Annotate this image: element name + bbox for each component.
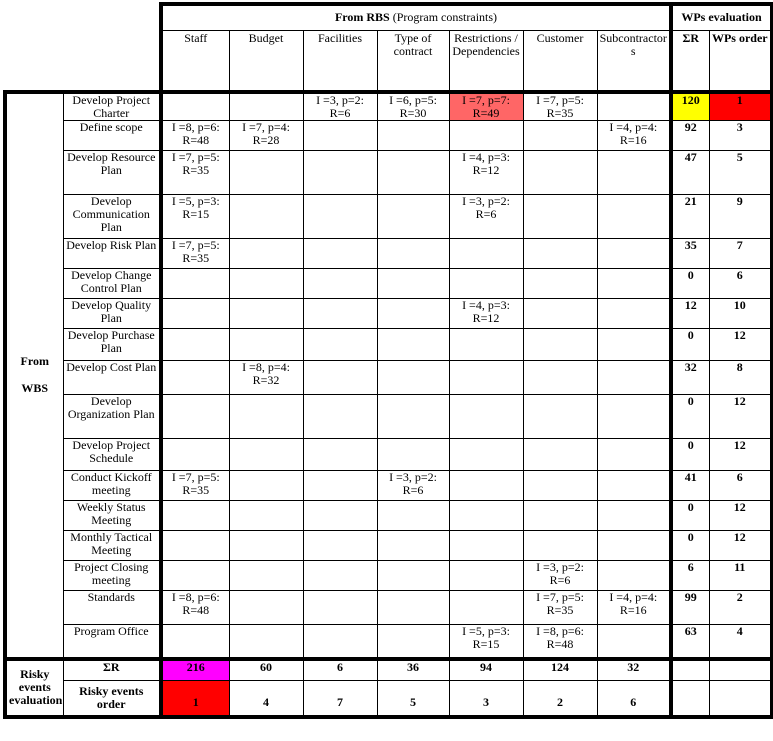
risk-cell — [161, 361, 229, 395]
risk-cell — [449, 395, 523, 439]
risk-cell — [523, 151, 597, 195]
risk-cell — [229, 395, 303, 439]
work-package-name: Develop Project Charter — [63, 92, 161, 121]
risk-impact-probability: I =3, p=2: — [316, 93, 364, 107]
risk-impact-probability: I =7, p=5: — [171, 470, 220, 484]
from-wbs-label — [5, 92, 63, 659]
risk-cell — [597, 269, 671, 299]
risk-score: R=12 — [472, 311, 500, 325]
risk-cell — [449, 531, 523, 561]
table-row — [5, 625, 772, 659]
risk-cell — [303, 471, 377, 501]
work-package-name: Standards — [63, 591, 161, 625]
risk-impact-probability: I =7, p=5: — [536, 590, 584, 604]
risk-cell — [229, 471, 303, 501]
risk-impact-probability: I =4, p=4: — [609, 120, 658, 134]
risk-impact-probability: I =8, p=6: — [171, 120, 220, 134]
risk-cell — [449, 239, 523, 269]
table-row — [5, 591, 772, 625]
column-header-sum-r: ΣR — [671, 30, 709, 92]
risky-events-label: Risky events evaluation — [5, 659, 63, 717]
rbs-header-bold: From RBS — [334, 10, 390, 25]
risk-cell — [161, 269, 229, 299]
risk-cell — [449, 151, 523, 195]
work-package-name: Project Closing meeting — [63, 561, 161, 591]
risky-event-order: 4 — [229, 681, 303, 717]
risk-cell — [523, 269, 597, 299]
risk-cell — [229, 269, 303, 299]
footer-order-row — [5, 681, 772, 717]
wp-order: 3 — [709, 121, 772, 151]
risk-cell — [229, 299, 303, 329]
risk-cell — [377, 439, 449, 471]
risk-score: R=35 — [182, 251, 210, 265]
risk-cell — [161, 471, 229, 501]
wp-order: 12 — [709, 439, 772, 471]
column-sum-r: 6 — [303, 659, 377, 681]
risk-cell — [449, 269, 523, 299]
risk-impact-probability: I =4, p=4: — [609, 590, 658, 604]
risk-impact-probability: I =8, p=4: — [242, 360, 290, 374]
risk-cell — [377, 121, 449, 151]
risk-cell — [303, 121, 377, 151]
risk-score: R=6 — [402, 483, 424, 497]
wp-sum-r: 63 — [671, 625, 709, 659]
risk-cell — [377, 591, 449, 625]
risk-impact-probability: I =4, p=3: — [462, 298, 510, 312]
risk-impact-probability: I =7, p=5: — [536, 93, 584, 107]
wp-sum-r: 0 — [671, 395, 709, 439]
wp-order: 4 — [709, 625, 772, 659]
risk-cell — [449, 195, 523, 239]
work-package-name: Conduct Kickoff meeting — [63, 471, 161, 501]
risk-score: R=16 — [619, 133, 647, 147]
rbs-header-rest: (Program constraints) — [392, 10, 498, 25]
risk-cell — [523, 299, 597, 329]
risk-cell — [597, 151, 671, 195]
risk-matrix-table — [3, 2, 773, 719]
risk-cell — [377, 329, 449, 361]
risk-cell — [449, 299, 523, 329]
risk-cell — [229, 361, 303, 395]
risk-cell — [303, 269, 377, 299]
risk-cell — [303, 239, 377, 269]
risk-cell — [161, 299, 229, 329]
risk-cell — [303, 361, 377, 395]
table-row — [5, 299, 772, 329]
risk-cell — [377, 299, 449, 329]
rbs-header — [161, 4, 671, 30]
wp-sum-r: 92 — [671, 121, 709, 151]
risk-score: R=35 — [546, 106, 574, 120]
risk-cell — [229, 439, 303, 471]
risk-cell — [523, 591, 597, 625]
risk-impact-probability: I =7, p=4: — [242, 120, 290, 134]
wp-order: 6 — [709, 471, 772, 501]
risk-cell — [523, 239, 597, 269]
risk-cell — [161, 151, 229, 195]
risk-impact-probability: I =4, p=3: — [462, 150, 510, 164]
risk-cell — [597, 501, 671, 531]
risk-impact-probability: I =5, p=3: — [171, 194, 220, 208]
footer-sum-row — [5, 659, 772, 681]
risk-cell — [229, 195, 303, 239]
table-row — [5, 151, 772, 195]
risk-score: R=48 — [546, 637, 574, 651]
risk-score: R=32 — [252, 373, 280, 387]
wp-order: 6 — [709, 269, 772, 299]
risk-cell — [229, 561, 303, 591]
work-package-name: Program Office — [63, 625, 161, 659]
wp-sum-r: 0 — [671, 269, 709, 299]
wp-order: 9 — [709, 195, 772, 239]
column-sum-r: 94 — [449, 659, 523, 681]
risk-cell — [303, 329, 377, 361]
risk-cell — [449, 591, 523, 625]
wp-sum-r: 6 — [671, 561, 709, 591]
wp-order: 12 — [709, 395, 772, 439]
table-row — [5, 195, 772, 239]
risk-cell — [161, 501, 229, 531]
wp-sum-r: 47 — [671, 151, 709, 195]
wp-sum-r: 35 — [671, 239, 709, 269]
risk-score: R=6 — [549, 573, 571, 587]
risk-cell — [523, 561, 597, 591]
corner-blank-2 — [5, 30, 161, 92]
column-sum-r: 36 — [377, 659, 449, 681]
risk-impact-probability: I =5, p=3: — [462, 624, 510, 638]
risky-event-order: 5 — [377, 681, 449, 717]
footer-order-label: Risky events order — [63, 681, 161, 717]
risky-event-order: 2 — [523, 681, 597, 717]
risk-score: R=16 — [619, 603, 647, 617]
risk-cell — [303, 195, 377, 239]
wp-order: 11 — [709, 561, 772, 591]
risk-cell — [229, 625, 303, 659]
risk-cell — [377, 531, 449, 561]
wp-order: 5 — [709, 151, 772, 195]
footer-empty — [671, 681, 709, 717]
risk-cell — [377, 361, 449, 395]
work-package-name: Monthly Tactical Meeting — [63, 531, 161, 561]
risk-score: R=28 — [252, 133, 280, 147]
risk-score: R=6 — [475, 207, 497, 221]
risk-cell — [523, 625, 597, 659]
risk-cell — [377, 151, 449, 195]
risk-cell — [229, 121, 303, 151]
risk-cell — [229, 329, 303, 361]
risk-cell — [597, 439, 671, 471]
wp-sum-r: 21 — [671, 195, 709, 239]
wp-order: 10 — [709, 299, 772, 329]
risk-cell — [597, 299, 671, 329]
risk-cell — [597, 92, 671, 121]
risk-cell — [303, 561, 377, 591]
table-row — [5, 561, 772, 591]
risk-cell — [377, 395, 449, 439]
risk-cell — [229, 239, 303, 269]
wp-sum-r: 32 — [671, 361, 709, 395]
risk-cell — [303, 501, 377, 531]
work-package-name: Develop Cost Plan — [63, 361, 161, 395]
footer-empty — [671, 659, 709, 681]
risk-cell — [161, 329, 229, 361]
risk-cell — [597, 239, 671, 269]
table-row — [5, 239, 772, 269]
risk-cell — [523, 121, 597, 151]
work-package-name: Define scope — [63, 121, 161, 151]
risk-cell — [377, 471, 449, 501]
risk-score: R=48 — [182, 603, 210, 617]
risk-cell — [377, 195, 449, 239]
column-header-wps-order: WPs order — [709, 30, 772, 92]
wp-sum-r: 12 — [671, 299, 709, 329]
risk-cell — [523, 501, 597, 531]
work-package-name: Weekly Status Meeting — [63, 501, 161, 531]
risky-event-order: 6 — [597, 681, 671, 717]
risk-cell — [229, 531, 303, 561]
risk-score: R=49 — [472, 106, 500, 120]
table-row — [5, 92, 772, 121]
risk-cell — [597, 471, 671, 501]
risk-cell — [449, 501, 523, 531]
risky-event-order: 1 — [161, 681, 229, 717]
risk-cell — [303, 531, 377, 561]
risk-cell — [449, 121, 523, 151]
column-header-type-of-contract: Type of contract — [377, 30, 449, 92]
risk-cell — [229, 591, 303, 625]
table-row — [5, 501, 772, 531]
risk-cell — [161, 239, 229, 269]
risk-cell — [303, 395, 377, 439]
risk-cell — [597, 395, 671, 439]
risk-cell — [449, 471, 523, 501]
risk-impact-probability: I =8, p=6: — [536, 624, 584, 638]
risk-cell — [229, 501, 303, 531]
risk-cell — [161, 195, 229, 239]
risk-cell — [161, 625, 229, 659]
risk-cell — [523, 439, 597, 471]
risk-score: R=6 — [329, 106, 351, 120]
work-package-name: Develop Project Schedule — [63, 439, 161, 471]
table-row — [5, 361, 772, 395]
wp-order: 2 — [709, 591, 772, 625]
table-row — [5, 329, 772, 361]
column-sum-r: 216 — [161, 659, 229, 681]
risk-cell — [377, 501, 449, 531]
risk-impact-probability: I =7, p=5: — [171, 238, 220, 252]
table-row — [5, 395, 772, 439]
work-package-name: Develop Resource Plan — [63, 151, 161, 195]
work-package-name: Develop Communication Plan — [63, 195, 161, 239]
risk-score: R=30 — [399, 106, 427, 120]
column-sum-r: 60 — [229, 659, 303, 681]
risk-cell — [303, 625, 377, 659]
risk-cell — [597, 561, 671, 591]
risk-cell — [597, 329, 671, 361]
column-header-subcontractors: Subcontractors — [597, 30, 671, 92]
corner-blank — [5, 4, 161, 30]
risk-impact-probability: I =3, p=2: — [462, 194, 510, 208]
wp-sum-r: 0 — [671, 329, 709, 361]
column-header-restrictions: Restrictions / Dependencies — [449, 30, 523, 92]
table-row — [5, 439, 772, 471]
risk-cell — [377, 269, 449, 299]
risk-cell — [303, 591, 377, 625]
risk-cell — [161, 395, 229, 439]
risk-cell — [303, 299, 377, 329]
wp-order: 1 — [709, 92, 772, 121]
risky-event-order: 7 — [303, 681, 377, 717]
wp-sum-r: 120 — [671, 92, 709, 121]
risk-cell — [229, 151, 303, 195]
risk-cell — [449, 361, 523, 395]
risk-score: R=12 — [472, 163, 500, 177]
risk-cell — [377, 625, 449, 659]
work-package-name: Develop Risk Plan — [63, 239, 161, 269]
wps-evaluation-header: WPs evaluation — [671, 4, 772, 30]
work-package-name: Develop Purchase Plan — [63, 329, 161, 361]
risk-impact-probability: I =8, p=6: — [171, 590, 220, 604]
risk-impact-probability: I =6, p=5: — [389, 93, 437, 107]
wp-sum-r: 41 — [671, 471, 709, 501]
risk-score: R=35 — [182, 163, 210, 177]
column-header-staff: Staff — [161, 30, 229, 92]
wp-sum-r: 99 — [671, 591, 709, 625]
column-header-customer: Customer — [523, 30, 597, 92]
risk-cell — [523, 395, 597, 439]
table-row — [5, 121, 772, 151]
risk-cell — [377, 561, 449, 591]
wp-order: 12 — [709, 329, 772, 361]
risk-cell — [597, 195, 671, 239]
risk-cell — [523, 92, 597, 121]
work-package-name: Develop Change Control Plan — [63, 269, 161, 299]
risk-cell — [161, 591, 229, 625]
risky-event-order: 3 — [449, 681, 523, 717]
wp-sum-r: 0 — [671, 439, 709, 471]
risk-cell — [161, 439, 229, 471]
risk-cell — [161, 92, 229, 121]
risk-cell — [449, 439, 523, 471]
work-package-name: Develop Quality Plan — [63, 299, 161, 329]
risk-score: R=35 — [546, 603, 574, 617]
risk-cell — [597, 361, 671, 395]
risk-cell — [449, 92, 523, 121]
column-sum-r: 124 — [523, 659, 597, 681]
work-package-name: Develop Organization Plan — [63, 395, 161, 439]
column-header-facilities: Facilities — [303, 30, 377, 92]
column-sum-r: 32 — [597, 659, 671, 681]
risk-cell — [449, 329, 523, 361]
footer-sum-label: ΣR — [63, 659, 161, 681]
risk-score: R=48 — [182, 133, 210, 147]
risk-score: R=15 — [182, 207, 210, 221]
risk-cell — [377, 239, 449, 269]
wp-order: 12 — [709, 501, 772, 531]
risk-cell — [597, 121, 671, 151]
risk-impact-probability: I =7, p=7: — [462, 93, 510, 107]
wp-order: 12 — [709, 531, 772, 561]
from-wbs-label-line2: WBS — [21, 381, 49, 396]
risk-cell — [597, 531, 671, 561]
risk-cell — [523, 329, 597, 361]
risk-cell — [523, 195, 597, 239]
risk-cell — [523, 361, 597, 395]
risk-cell — [303, 92, 377, 121]
risk-cell — [597, 625, 671, 659]
risk-cell — [449, 561, 523, 591]
risk-cell — [449, 625, 523, 659]
risk-cell — [377, 92, 449, 121]
risk-cell — [597, 591, 671, 625]
table-row — [5, 269, 772, 299]
column-header-budget: Budget — [229, 30, 303, 92]
footer-empty — [709, 681, 772, 717]
risk-cell — [303, 151, 377, 195]
risk-impact-probability: I =7, p=5: — [171, 150, 220, 164]
wp-order: 8 — [709, 361, 772, 395]
table-row — [5, 531, 772, 561]
risk-cell — [229, 92, 303, 121]
risk-impact-probability: I =3, p=2: — [536, 560, 584, 574]
wp-sum-r: 0 — [671, 501, 709, 531]
risk-cell — [523, 471, 597, 501]
risk-cell — [161, 561, 229, 591]
risk-score: R=35 — [182, 483, 210, 497]
wp-order: 7 — [709, 239, 772, 269]
wp-sum-r: 0 — [671, 531, 709, 561]
table-row — [5, 471, 772, 501]
risk-cell — [523, 531, 597, 561]
footer-empty — [709, 659, 772, 681]
risk-cell — [161, 531, 229, 561]
from-wbs-label-line1: From — [20, 354, 49, 369]
risk-score: R=15 — [472, 637, 500, 651]
risk-impact-probability: I =3, p=2: — [389, 470, 437, 484]
risk-cell — [303, 439, 377, 471]
risk-cell — [161, 121, 229, 151]
